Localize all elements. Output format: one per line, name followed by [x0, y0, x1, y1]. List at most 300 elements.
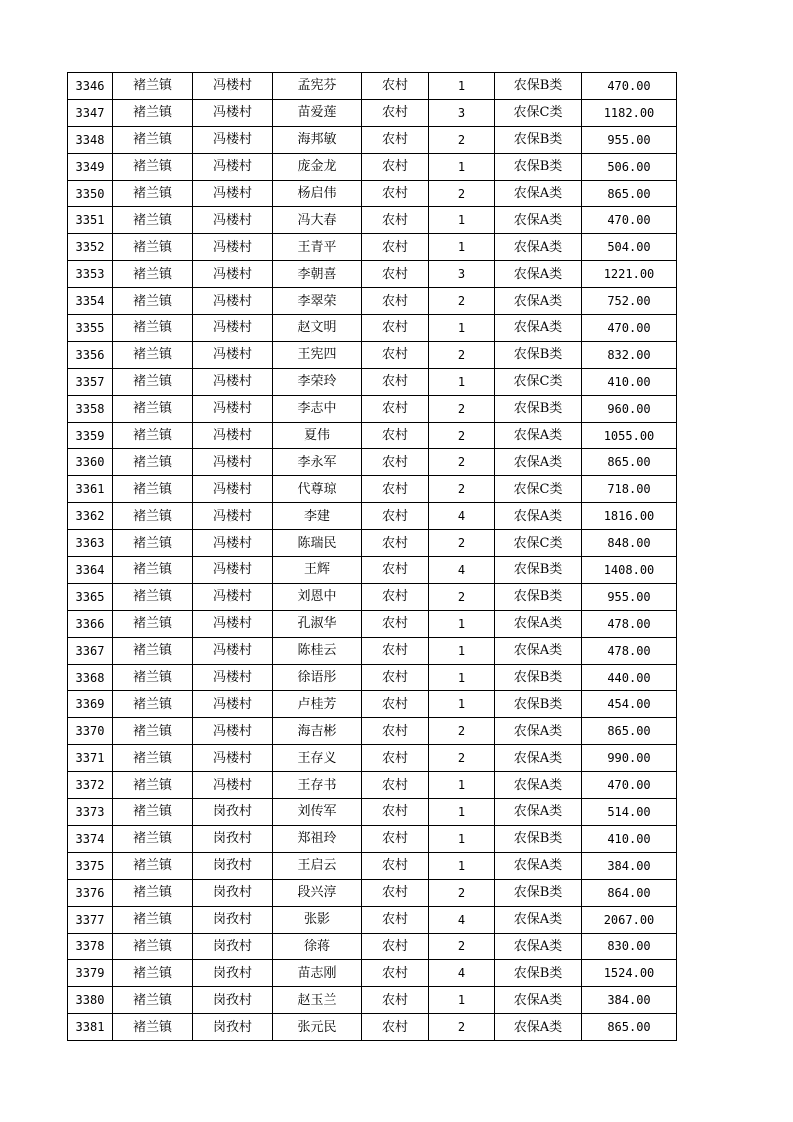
area-type-cell: 农村	[362, 288, 429, 315]
town-cell: 褚兰镇	[113, 476, 193, 503]
town-cell: 褚兰镇	[113, 583, 193, 610]
table-row	[68, 422, 677, 449]
town-cell: 褚兰镇	[113, 368, 193, 395]
record-number-cell: 3378	[68, 933, 113, 960]
village-cell: 岗孜村	[193, 879, 273, 906]
table-row	[68, 395, 677, 422]
table-row	[68, 476, 677, 503]
town-cell: 褚兰镇	[113, 422, 193, 449]
table-row	[68, 745, 677, 772]
person-name-cell: 王青平	[273, 234, 362, 261]
table-row	[68, 718, 677, 745]
village-cell: 冯楼村	[193, 530, 273, 557]
table-row	[68, 153, 677, 180]
amount-cell: 454.00	[582, 691, 677, 718]
area-type-cell: 农村	[362, 772, 429, 799]
village-cell: 冯楼村	[193, 664, 273, 691]
record-number-cell: 3351	[68, 207, 113, 234]
area-type-cell: 农村	[362, 718, 429, 745]
person-name-cell: 刘恩中	[273, 583, 362, 610]
town-cell: 褚兰镇	[113, 718, 193, 745]
household-size-cell: 1	[429, 664, 495, 691]
town-cell: 褚兰镇	[113, 691, 193, 718]
category-cell: 农保A类	[495, 207, 582, 234]
category-cell: 农保A类	[495, 906, 582, 933]
person-name-cell: 苗爱莲	[273, 99, 362, 126]
record-number-cell: 3375	[68, 852, 113, 879]
category-cell: 农保B类	[495, 557, 582, 584]
area-type-cell: 农村	[362, 73, 429, 100]
household-size-cell: 2	[429, 180, 495, 207]
village-cell: 冯楼村	[193, 422, 273, 449]
record-number-cell: 3362	[68, 503, 113, 530]
record-number-cell: 3356	[68, 341, 113, 368]
category-cell: 农保A类	[495, 503, 582, 530]
amount-cell: 410.00	[582, 368, 677, 395]
table-row	[68, 852, 677, 879]
village-cell: 岗孜村	[193, 852, 273, 879]
person-name-cell: 李永军	[273, 449, 362, 476]
town-cell: 褚兰镇	[113, 395, 193, 422]
table-row	[68, 207, 677, 234]
record-number-cell: 3365	[68, 583, 113, 610]
table-row	[68, 1014, 677, 1041]
category-cell: 农保B类	[495, 879, 582, 906]
village-cell: 岗孜村	[193, 906, 273, 933]
area-type-cell: 农村	[362, 126, 429, 153]
village-cell: 冯楼村	[193, 180, 273, 207]
amount-cell: 410.00	[582, 825, 677, 852]
record-number-cell: 3367	[68, 637, 113, 664]
category-cell: 农保A类	[495, 449, 582, 476]
person-name-cell: 徐语彤	[273, 664, 362, 691]
household-size-cell: 2	[429, 583, 495, 610]
amount-cell: 470.00	[582, 772, 677, 799]
category-cell: 农保A类	[495, 772, 582, 799]
household-size-cell: 2	[429, 476, 495, 503]
table-row	[68, 341, 677, 368]
record-number-cell: 3364	[68, 557, 113, 584]
table-row	[68, 583, 677, 610]
category-cell: 农保A类	[495, 315, 582, 342]
table-row	[68, 772, 677, 799]
category-cell: 农保C类	[495, 99, 582, 126]
table-row	[68, 261, 677, 288]
roster-table	[67, 72, 677, 1041]
table-row	[68, 180, 677, 207]
village-cell: 冯楼村	[193, 288, 273, 315]
town-cell: 褚兰镇	[113, 610, 193, 637]
village-cell: 冯楼村	[193, 261, 273, 288]
amount-cell: 848.00	[582, 530, 677, 557]
person-name-cell: 杨启伟	[273, 180, 362, 207]
village-cell: 冯楼村	[193, 476, 273, 503]
record-number-cell: 3380	[68, 987, 113, 1014]
amount-cell: 864.00	[582, 879, 677, 906]
person-name-cell: 陈桂云	[273, 637, 362, 664]
person-name-cell: 李志中	[273, 395, 362, 422]
village-cell: 冯楼村	[193, 583, 273, 610]
table-row	[68, 825, 677, 852]
category-cell: 农保B类	[495, 73, 582, 100]
record-number-cell: 3371	[68, 745, 113, 772]
town-cell: 褚兰镇	[113, 933, 193, 960]
amount-cell: 506.00	[582, 153, 677, 180]
village-cell: 冯楼村	[193, 449, 273, 476]
village-cell: 冯楼村	[193, 772, 273, 799]
area-type-cell: 农村	[362, 799, 429, 826]
household-size-cell: 2	[429, 879, 495, 906]
village-cell: 冯楼村	[193, 207, 273, 234]
record-number-cell: 3376	[68, 879, 113, 906]
area-type-cell: 农村	[362, 691, 429, 718]
record-number-cell: 3359	[68, 422, 113, 449]
table-row	[68, 879, 677, 906]
person-name-cell: 卢桂芳	[273, 691, 362, 718]
town-cell: 褚兰镇	[113, 234, 193, 261]
table-row	[68, 799, 677, 826]
area-type-cell: 农村	[362, 341, 429, 368]
area-type-cell: 农村	[362, 987, 429, 1014]
person-name-cell: 代尊琼	[273, 476, 362, 503]
area-type-cell: 农村	[362, 1014, 429, 1041]
household-size-cell: 1	[429, 153, 495, 180]
household-size-cell: 1	[429, 315, 495, 342]
village-cell: 冯楼村	[193, 503, 273, 530]
record-number-cell: 3346	[68, 73, 113, 100]
table-row	[68, 288, 677, 315]
area-type-cell: 农村	[362, 449, 429, 476]
area-type-cell: 农村	[362, 745, 429, 772]
person-name-cell: 苗志刚	[273, 960, 362, 987]
household-size-cell: 2	[429, 745, 495, 772]
household-size-cell: 4	[429, 960, 495, 987]
person-name-cell: 孔淑华	[273, 610, 362, 637]
town-cell: 褚兰镇	[113, 288, 193, 315]
amount-cell: 2067.00	[582, 906, 677, 933]
town-cell: 褚兰镇	[113, 503, 193, 530]
household-size-cell: 2	[429, 1014, 495, 1041]
category-cell: 农保A类	[495, 180, 582, 207]
person-name-cell: 张元民	[273, 1014, 362, 1041]
area-type-cell: 农村	[362, 879, 429, 906]
amount-cell: 470.00	[582, 315, 677, 342]
table-row	[68, 906, 677, 933]
town-cell: 褚兰镇	[113, 449, 193, 476]
table-row	[68, 933, 677, 960]
category-cell: 农保A类	[495, 852, 582, 879]
record-number-cell: 3353	[68, 261, 113, 288]
category-cell: 农保B类	[495, 341, 582, 368]
amount-cell: 830.00	[582, 933, 677, 960]
household-size-cell: 1	[429, 610, 495, 637]
person-name-cell: 海邦敏	[273, 126, 362, 153]
household-size-cell: 2	[429, 395, 495, 422]
category-cell: 农保C类	[495, 476, 582, 503]
town-cell: 褚兰镇	[113, 987, 193, 1014]
household-size-cell: 1	[429, 825, 495, 852]
village-cell: 冯楼村	[193, 73, 273, 100]
area-type-cell: 农村	[362, 368, 429, 395]
village-cell: 冯楼村	[193, 126, 273, 153]
category-cell: 农保A类	[495, 234, 582, 261]
household-size-cell: 1	[429, 987, 495, 1014]
person-name-cell: 庞金龙	[273, 153, 362, 180]
village-cell: 岗孜村	[193, 987, 273, 1014]
category-cell: 农保B类	[495, 126, 582, 153]
village-cell: 冯楼村	[193, 341, 273, 368]
person-name-cell: 张影	[273, 906, 362, 933]
village-cell: 冯楼村	[193, 557, 273, 584]
amount-cell: 1182.00	[582, 99, 677, 126]
village-cell: 岗孜村	[193, 960, 273, 987]
amount-cell: 752.00	[582, 288, 677, 315]
amount-cell: 504.00	[582, 234, 677, 261]
area-type-cell: 农村	[362, 153, 429, 180]
category-cell: 农保B类	[495, 825, 582, 852]
town-cell: 褚兰镇	[113, 879, 193, 906]
town-cell: 褚兰镇	[113, 126, 193, 153]
village-cell: 岗孜村	[193, 825, 273, 852]
amount-cell: 718.00	[582, 476, 677, 503]
table-row	[68, 610, 677, 637]
record-number-cell: 3355	[68, 315, 113, 342]
record-number-cell: 3366	[68, 610, 113, 637]
person-name-cell: 王启云	[273, 852, 362, 879]
amount-cell: 478.00	[582, 610, 677, 637]
category-cell: 农保B类	[495, 664, 582, 691]
village-cell: 岗孜村	[193, 1014, 273, 1041]
category-cell: 农保A类	[495, 261, 582, 288]
record-number-cell: 3347	[68, 99, 113, 126]
record-number-cell: 3361	[68, 476, 113, 503]
household-size-cell: 2	[429, 422, 495, 449]
table-row	[68, 449, 677, 476]
household-size-cell: 4	[429, 503, 495, 530]
village-cell: 冯楼村	[193, 610, 273, 637]
village-cell: 冯楼村	[193, 368, 273, 395]
town-cell: 褚兰镇	[113, 99, 193, 126]
record-number-cell: 3370	[68, 718, 113, 745]
village-cell: 冯楼村	[193, 745, 273, 772]
category-cell: 农保A类	[495, 610, 582, 637]
town-cell: 褚兰镇	[113, 852, 193, 879]
area-type-cell: 农村	[362, 906, 429, 933]
amount-cell: 514.00	[582, 799, 677, 826]
town-cell: 褚兰镇	[113, 906, 193, 933]
village-cell: 岗孜村	[193, 933, 273, 960]
area-type-cell: 农村	[362, 610, 429, 637]
household-size-cell: 4	[429, 557, 495, 584]
village-cell: 岗孜村	[193, 799, 273, 826]
amount-cell: 865.00	[582, 180, 677, 207]
table-row	[68, 73, 677, 100]
village-cell: 冯楼村	[193, 234, 273, 261]
household-size-cell: 2	[429, 718, 495, 745]
category-cell: 农保A类	[495, 718, 582, 745]
amount-cell: 865.00	[582, 449, 677, 476]
category-cell: 农保B类	[495, 153, 582, 180]
household-size-cell: 1	[429, 637, 495, 664]
record-number-cell: 3368	[68, 664, 113, 691]
table-row	[68, 987, 677, 1014]
record-number-cell: 3369	[68, 691, 113, 718]
category-cell: 农保C类	[495, 530, 582, 557]
table-row	[68, 960, 677, 987]
area-type-cell: 农村	[362, 933, 429, 960]
area-type-cell: 农村	[362, 583, 429, 610]
person-name-cell: 李朝喜	[273, 261, 362, 288]
category-cell: 农保A类	[495, 933, 582, 960]
person-name-cell: 夏伟	[273, 422, 362, 449]
person-name-cell: 王存书	[273, 772, 362, 799]
area-type-cell: 农村	[362, 476, 429, 503]
area-type-cell: 农村	[362, 503, 429, 530]
household-size-cell: 1	[429, 73, 495, 100]
area-type-cell: 农村	[362, 530, 429, 557]
area-type-cell: 农村	[362, 234, 429, 261]
town-cell: 褚兰镇	[113, 207, 193, 234]
person-name-cell: 海吉彬	[273, 718, 362, 745]
amount-cell: 955.00	[582, 126, 677, 153]
household-size-cell: 1	[429, 799, 495, 826]
area-type-cell: 农村	[362, 852, 429, 879]
household-size-cell: 2	[429, 288, 495, 315]
table-row	[68, 637, 677, 664]
area-type-cell: 农村	[362, 825, 429, 852]
household-size-cell: 3	[429, 261, 495, 288]
household-size-cell: 1	[429, 772, 495, 799]
area-type-cell: 农村	[362, 422, 429, 449]
person-name-cell: 郑祖玲	[273, 825, 362, 852]
record-number-cell: 3350	[68, 180, 113, 207]
area-type-cell: 农村	[362, 261, 429, 288]
village-cell: 冯楼村	[193, 153, 273, 180]
amount-cell: 832.00	[582, 341, 677, 368]
category-cell: 农保A类	[495, 422, 582, 449]
record-number-cell: 3363	[68, 530, 113, 557]
town-cell: 褚兰镇	[113, 664, 193, 691]
area-type-cell: 农村	[362, 637, 429, 664]
household-size-cell: 1	[429, 234, 495, 261]
town-cell: 褚兰镇	[113, 799, 193, 826]
category-cell: 农保A类	[495, 1014, 582, 1041]
household-size-cell: 4	[429, 906, 495, 933]
town-cell: 褚兰镇	[113, 180, 193, 207]
person-name-cell: 冯大春	[273, 207, 362, 234]
town-cell: 褚兰镇	[113, 341, 193, 368]
amount-cell: 960.00	[582, 395, 677, 422]
category-cell: 农保A类	[495, 799, 582, 826]
person-name-cell: 王辉	[273, 557, 362, 584]
household-size-cell: 1	[429, 368, 495, 395]
amount-cell: 865.00	[582, 1014, 677, 1041]
household-size-cell: 2	[429, 530, 495, 557]
amount-cell: 1816.00	[582, 503, 677, 530]
amount-cell: 1221.00	[582, 261, 677, 288]
household-size-cell: 1	[429, 207, 495, 234]
village-cell: 冯楼村	[193, 718, 273, 745]
table-row	[68, 234, 677, 261]
amount-cell: 1055.00	[582, 422, 677, 449]
record-number-cell: 3348	[68, 126, 113, 153]
town-cell: 褚兰镇	[113, 153, 193, 180]
village-cell: 冯楼村	[193, 99, 273, 126]
category-cell: 农保B类	[495, 583, 582, 610]
town-cell: 褚兰镇	[113, 261, 193, 288]
person-name-cell: 陈瑞民	[273, 530, 362, 557]
town-cell: 褚兰镇	[113, 315, 193, 342]
town-cell: 褚兰镇	[113, 960, 193, 987]
amount-cell: 384.00	[582, 987, 677, 1014]
person-name-cell: 王宪四	[273, 341, 362, 368]
village-cell: 冯楼村	[193, 315, 273, 342]
category-cell: 农保A类	[495, 637, 582, 664]
area-type-cell: 农村	[362, 664, 429, 691]
record-number-cell: 3357	[68, 368, 113, 395]
area-type-cell: 农村	[362, 960, 429, 987]
record-number-cell: 3374	[68, 825, 113, 852]
town-cell: 褚兰镇	[113, 557, 193, 584]
town-cell: 褚兰镇	[113, 530, 193, 557]
area-type-cell: 农村	[362, 207, 429, 234]
household-size-cell: 2	[429, 449, 495, 476]
area-type-cell: 农村	[362, 557, 429, 584]
household-size-cell: 2	[429, 126, 495, 153]
category-cell: 农保A类	[495, 745, 582, 772]
category-cell: 农保A类	[495, 987, 582, 1014]
person-name-cell: 段兴淳	[273, 879, 362, 906]
record-number-cell: 3354	[68, 288, 113, 315]
record-number-cell: 3373	[68, 799, 113, 826]
area-type-cell: 农村	[362, 180, 429, 207]
record-number-cell: 3381	[68, 1014, 113, 1041]
household-size-cell: 2	[429, 933, 495, 960]
amount-cell: 478.00	[582, 637, 677, 664]
town-cell: 褚兰镇	[113, 73, 193, 100]
table-row	[68, 368, 677, 395]
category-cell: 农保B类	[495, 691, 582, 718]
category-cell: 农保B类	[495, 960, 582, 987]
person-name-cell: 孟宪芬	[273, 73, 362, 100]
category-cell: 农保A类	[495, 288, 582, 315]
amount-cell: 470.00	[582, 207, 677, 234]
household-size-cell: 1	[429, 852, 495, 879]
amount-cell: 1524.00	[582, 960, 677, 987]
record-number-cell: 3360	[68, 449, 113, 476]
table-row	[68, 503, 677, 530]
town-cell: 褚兰镇	[113, 825, 193, 852]
table-row	[68, 691, 677, 718]
amount-cell: 440.00	[582, 664, 677, 691]
amount-cell: 865.00	[582, 718, 677, 745]
person-name-cell: 李荣玲	[273, 368, 362, 395]
household-size-cell: 2	[429, 341, 495, 368]
area-type-cell: 农村	[362, 395, 429, 422]
record-number-cell: 3358	[68, 395, 113, 422]
area-type-cell: 农村	[362, 99, 429, 126]
town-cell: 褚兰镇	[113, 772, 193, 799]
record-number-cell: 3352	[68, 234, 113, 261]
town-cell: 褚兰镇	[113, 745, 193, 772]
amount-cell: 1408.00	[582, 557, 677, 584]
person-name-cell: 李建	[273, 503, 362, 530]
person-name-cell: 赵玉兰	[273, 987, 362, 1014]
village-cell: 冯楼村	[193, 637, 273, 664]
amount-cell: 955.00	[582, 583, 677, 610]
record-number-cell: 3349	[68, 153, 113, 180]
roster-body	[68, 73, 677, 1041]
